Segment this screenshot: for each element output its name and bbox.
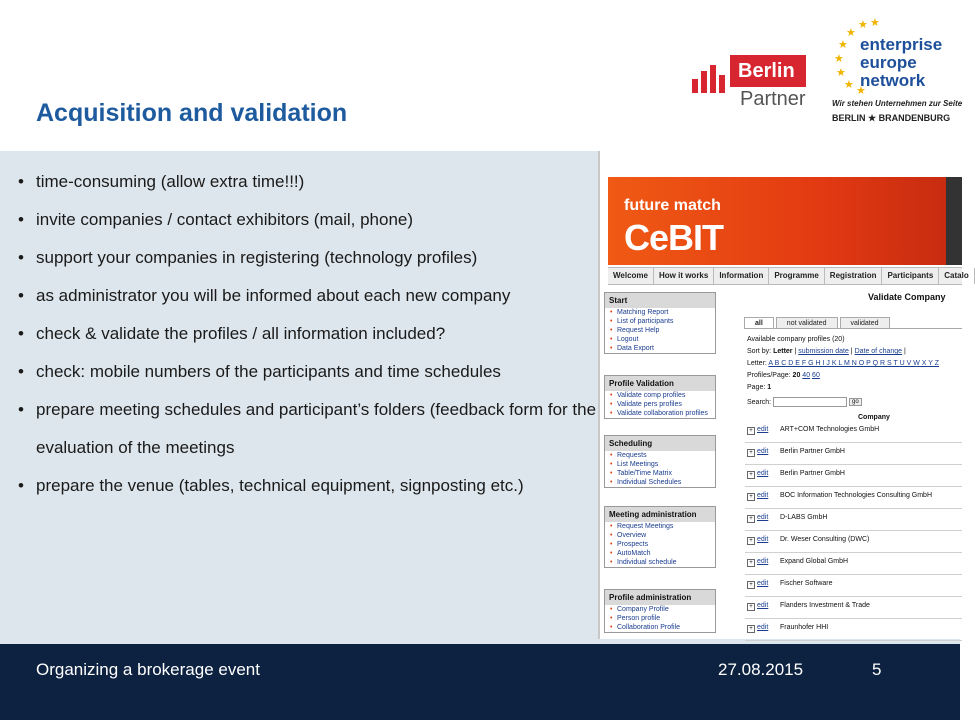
bullet-item: • check: mobile numbers of the participants and time schedules [18, 353, 598, 391]
table-row [745, 534, 962, 553]
sort-submission-link[interactable]: submission date [798, 348, 849, 355]
expand-icon[interactable]: + [747, 603, 755, 611]
sidebar-box-title: Scheduling [605, 436, 715, 451]
banner-small-text: future match [624, 197, 721, 214]
page-number: 5 [872, 660, 882, 679]
letter-links[interactable]: A B C D E F G H I J K L M N O P Q R S T U V W X Y Z [768, 360, 940, 367]
table-row [745, 446, 962, 465]
table-row [745, 600, 962, 619]
expand-icon[interactable]: + [747, 493, 755, 501]
nav-item[interactable]: How it works [654, 268, 714, 284]
company-name: D-LABS GmbH [780, 514, 828, 521]
company-name: BOC Information Technologies Consulting GmbH [780, 492, 933, 499]
table-row [745, 468, 962, 487]
edit-link[interactable]: edit [757, 536, 769, 543]
tab-validated[interactable]: validated [840, 317, 890, 329]
tab-divider [744, 328, 962, 329]
table-row [745, 490, 962, 509]
edit-link[interactable]: edit [757, 448, 769, 455]
expand-icon[interactable]: + [747, 427, 755, 435]
bullet-item: • as administrator you will be informed about each new company [18, 277, 598, 315]
footer-bar [0, 644, 960, 720]
sidebar-box-scheduling [604, 435, 716, 488]
company-name: Expand Global GmbH [780, 558, 849, 565]
sidebar-link[interactable]: • Collaboration Profile [605, 623, 715, 632]
page-label: Page: [747, 384, 766, 391]
sidebar-link[interactable]: • List Meetings [605, 460, 715, 469]
slide-title: Acquisition and validation [36, 99, 348, 127]
berlin-partner-mark [692, 65, 732, 93]
bullet-item: • check & validate the profiles / all information included? [18, 315, 598, 353]
search-row [747, 397, 862, 407]
company-name: Berlin Partner GmbH [780, 448, 845, 455]
letter-row [747, 360, 939, 367]
company-name: Fraunhofer HHI [780, 624, 829, 631]
sidebar-box-title: Profile administration [605, 590, 715, 605]
column-company-header: Company [858, 414, 890, 421]
edit-link[interactable]: edit [757, 558, 769, 565]
search-label: Search: [747, 398, 772, 406]
table-row [745, 512, 962, 531]
nav-item[interactable]: Catalo [939, 268, 974, 284]
table-row [745, 622, 962, 641]
nav-item[interactable]: Welcome [608, 268, 654, 284]
company-name: Berlin Partner GmbH [780, 470, 845, 477]
embedded-screenshot [598, 151, 969, 639]
expand-icon[interactable]: + [747, 515, 755, 523]
footer-title: Organizing a brokerage event [36, 660, 260, 679]
edit-link[interactable]: edit [757, 624, 769, 631]
een-logo [832, 17, 963, 130]
sidebar-link[interactable]: • Data Export [605, 344, 715, 353]
sidebar-box-start [604, 292, 716, 354]
bullet-item: • invite companies / contact exhibitors (mail, phone) [18, 201, 598, 239]
sidebar-link[interactable]: • Person profile [605, 614, 715, 623]
cebit-banner [608, 177, 962, 265]
bullet-item: • prepare the venue (tables, technical equipment, signposting etc.) [18, 467, 598, 505]
page-value: 1 [767, 384, 772, 391]
sidebar-link[interactable]: • Company Profile [605, 605, 715, 614]
main-heading: Validate Company [868, 292, 946, 302]
sidebar-link[interactable]: • Request Help [605, 326, 715, 335]
banner-right-block [946, 177, 962, 265]
sidebar-link[interactable]: • Overview [605, 531, 715, 540]
footer-date: 27.08.2015 [718, 660, 804, 679]
sidebar-box-profile-validation [604, 375, 716, 419]
sidebar-link[interactable]: • Logout [605, 335, 715, 344]
sidebar-box-title: Profile Validation [605, 376, 715, 391]
available-count: Available company profiles (20) [747, 336, 845, 343]
letter-label: Letter: [747, 360, 767, 367]
profiles-current: 20 [792, 372, 801, 379]
search-input[interactable] [773, 397, 847, 407]
sidebar-link[interactable]: • Table/Time Matrix [605, 469, 715, 478]
expand-icon[interactable]: + [747, 537, 755, 545]
sidebar-box-profile-administration [604, 589, 716, 633]
profiles-option-link[interactable]: 60 [812, 372, 820, 379]
sort-change-link[interactable]: Date of change [854, 348, 903, 355]
edit-link[interactable]: edit [757, 514, 769, 521]
nav-item[interactable]: Registration [825, 268, 883, 284]
sidebar-link[interactable]: • Validate collaboration profiles [605, 409, 715, 418]
een-tagline: Wir stehen Unternehmen zur Seite [832, 99, 963, 108]
sort-label: Sort by: [747, 348, 772, 355]
table-row [745, 578, 962, 597]
edit-link[interactable]: edit [757, 602, 769, 609]
sidebar-box-title: Meeting administration [605, 507, 715, 522]
edit-link[interactable]: edit [757, 470, 769, 477]
sidebar-link[interactable]: • Validate pers profiles [605, 400, 715, 409]
berlin-partner-logo-bottom: Partner [740, 88, 806, 110]
sidebar-link[interactable]: • List of participants [605, 317, 715, 326]
profiles-row [747, 372, 820, 379]
sidebar-box-title: Start [605, 293, 715, 308]
bullet-item: • time-consuming (allow extra time!!!) [18, 163, 598, 201]
screenshot-nav [608, 267, 969, 285]
tab-all[interactable]: all [744, 317, 774, 329]
bullet-list [18, 163, 598, 505]
company-name: Flanders Investment & Trade [780, 602, 870, 609]
sidebar-link[interactable]: • Individual schedule [605, 558, 715, 567]
table-row [745, 424, 962, 443]
expand-icon[interactable]: + [747, 449, 755, 457]
sidebar-link[interactable]: • Prospects [605, 540, 715, 549]
expand-icon[interactable]: + [747, 559, 755, 567]
sidebar-link[interactable]: • Individual Schedules [605, 478, 715, 487]
go-button[interactable]: go [849, 398, 862, 406]
berlin-partner-logo [692, 55, 812, 115]
edit-link[interactable]: edit [757, 580, 769, 587]
sidebar-link[interactable]: • Matching Report [605, 308, 715, 317]
banner-big-text: CeBIT [624, 217, 724, 258]
een-region: BERLIN ★ BRANDENBURG [832, 113, 951, 123]
nav-item[interactable]: Programme [769, 268, 824, 284]
sidebar-box-meeting-administration [604, 506, 716, 568]
profiles-label: Profiles/Page: [747, 372, 791, 379]
edit-link[interactable]: edit [757, 492, 769, 499]
edit-link[interactable]: edit [757, 426, 769, 433]
sidebar-link[interactable]: • Requests [605, 451, 715, 460]
berlin-partner-logo-top: Berlin [730, 55, 806, 87]
sidebar-link[interactable]: • AutoMatch [605, 549, 715, 558]
een-stars-icon: ★ ★ ★ ★ ★ ★ ★ ★ [834, 17, 880, 97]
page-row [747, 384, 771, 391]
company-name: Fischer Software [780, 580, 833, 587]
tab-not-validated[interactable]: not validated [776, 317, 838, 329]
table-row [745, 556, 962, 575]
een-logo-line2: europe [860, 53, 917, 72]
sort-row: Sort by: Letter | submission date | Date of change | [747, 348, 906, 355]
sort-letter: Letter [773, 348, 793, 355]
expand-icon[interactable]: + [747, 581, 755, 589]
sidebar-link[interactable]: • Request Meetings [605, 522, 715, 531]
nav-item[interactable]: Information [714, 268, 769, 284]
een-logo-line3: network [860, 71, 926, 90]
een-logo-line1: enterprise [860, 35, 943, 54]
expand-icon[interactable]: + [747, 471, 755, 479]
bullet-item: • prepare meeting schedules and participant’s folders (feedback form for the evaluation of the meetings [18, 391, 598, 467]
nav-item[interactable]: Participants [882, 268, 939, 284]
expand-icon[interactable]: + [747, 625, 755, 633]
bullet-item: • support your companies in registering (technology profiles) [18, 239, 598, 277]
profiles-option-link[interactable]: 40 [802, 372, 811, 379]
company-name: Dr. Weser Consulting (DWC) [780, 536, 870, 543]
company-name: ART+COM Technologies GmbH [780, 426, 880, 433]
sidebar-link[interactable]: • Validate comp profiles [605, 391, 715, 400]
